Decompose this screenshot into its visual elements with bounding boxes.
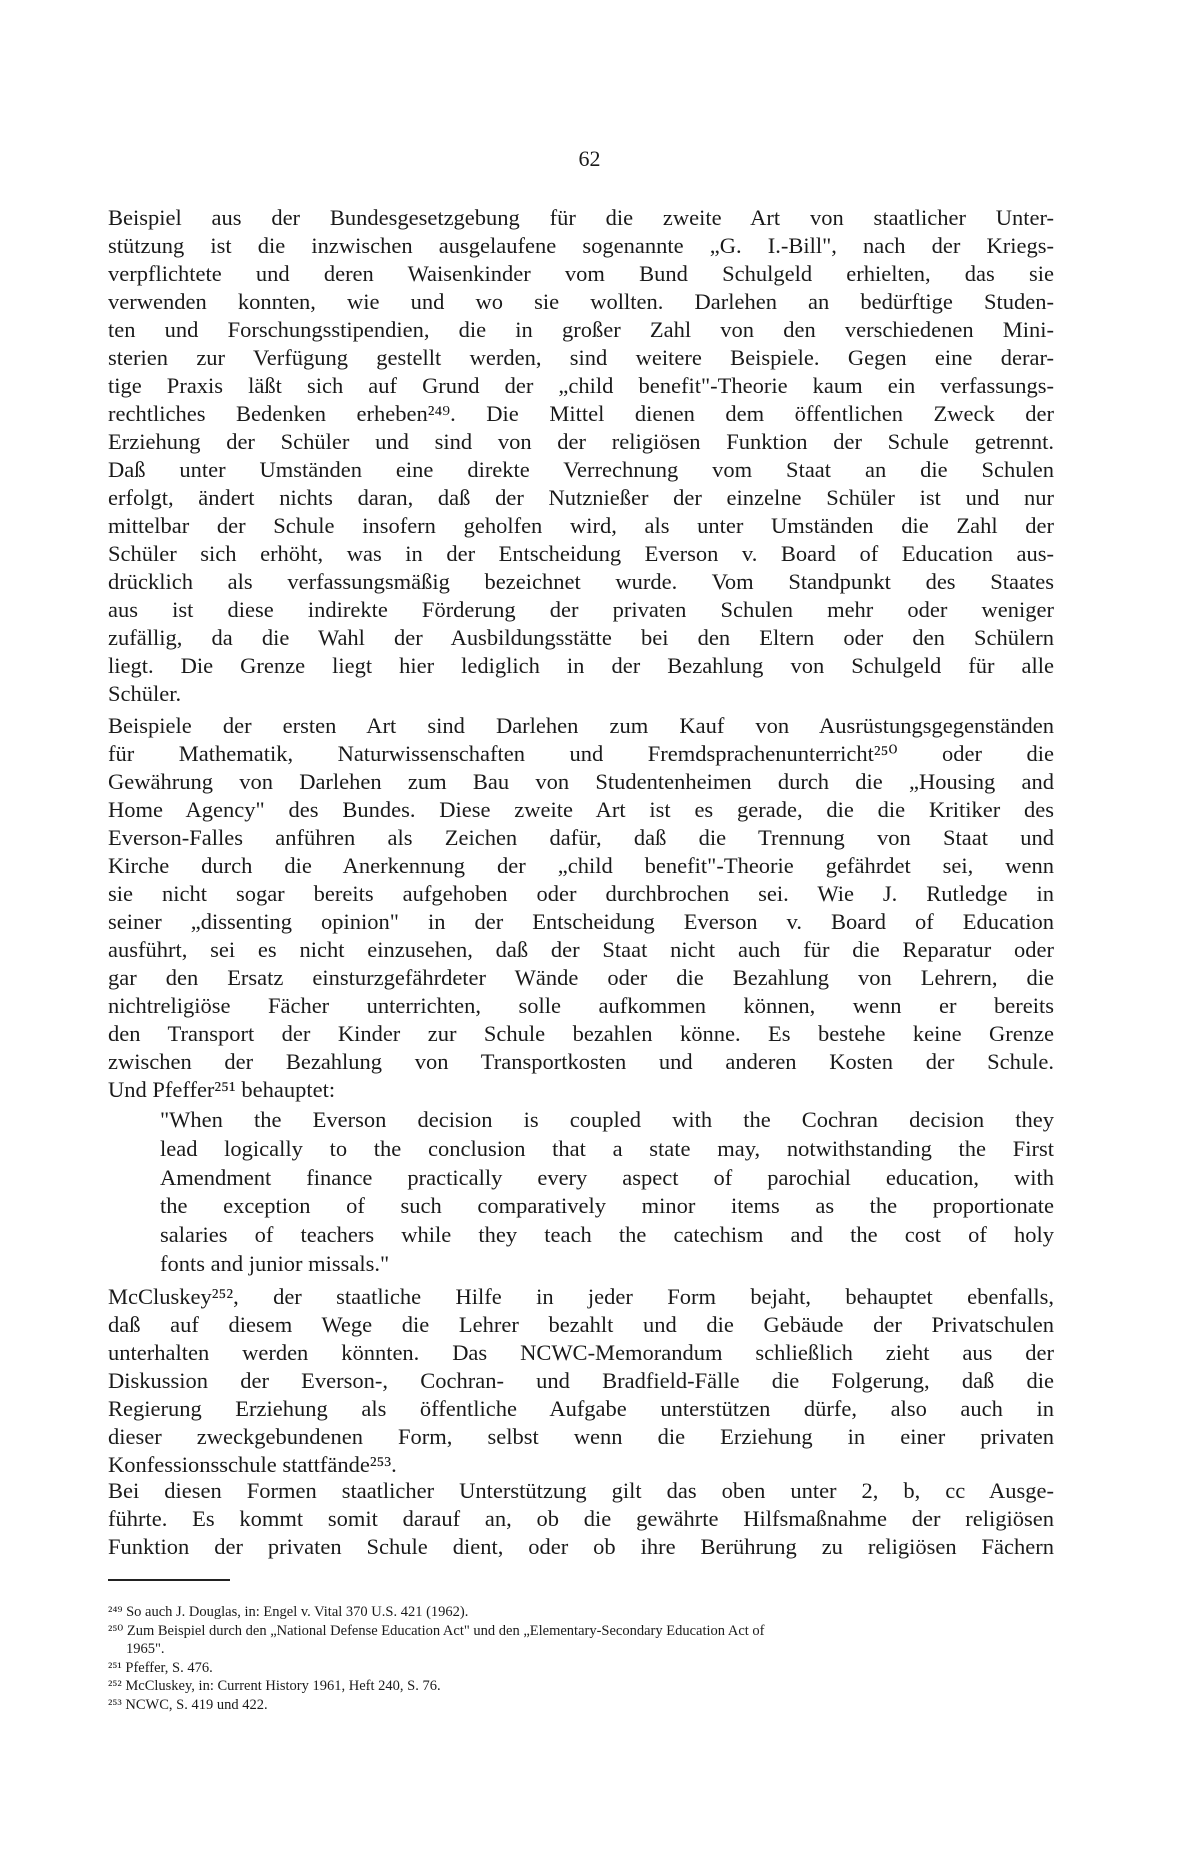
text-line: stützung ist die inzwischen ausgelaufene sogenannte „G. I.-Bill", nach der Kriegs- — [108, 233, 1054, 258]
text-line: fonts and junior missals." — [160, 1250, 390, 1276]
paragraph-first-type-examples — [108, 712, 1054, 1104]
text-line: ausführt, sei es nicht einzusehen, daß der Staat nicht auch für die Reparatur oder — [108, 937, 1054, 962]
text-line: gar den Ersatz einsturzgefährdeter Wände oder die Bezahlung von Lehrern, die — [108, 965, 1054, 990]
text-line: unterhalten werden könnten. Das NCWC-Memorandum schließlich zieht aus der — [108, 1340, 1054, 1365]
text-line: Diskussion der Everson-, Cochran- und Bradfield-Fälle die Folgerung, daß die — [108, 1368, 1054, 1393]
footnote: ²⁵⁰ Zum Beispiel durch den „National Defense Education Act" und den „Elementary-Secondary Education Act of — [108, 1622, 765, 1639]
text-line: aus ist diese indirekte Förderung der privaten Schulen mehr oder weniger — [108, 597, 1054, 622]
text-line: McCluskey²⁵², der staatliche Hilfe in jeder Form bejaht, behauptet ebenfalls, — [108, 1284, 1054, 1309]
text-line: daß auf diesem Wege die Lehrer bezahlt und die Gebäude der Privatschulen — [108, 1312, 1054, 1337]
text-line: sie nicht sogar bereits aufgehoben oder durchbrochen sei. Wie J. Rutledge in — [108, 881, 1054, 906]
text-line: Beispiel aus der Bundesgesetzgebung für die zweite Art von staatlicher Unter- — [108, 205, 1054, 230]
text-line: zwischen der Bezahlung von Transportkosten und anderen Kosten der Schule. — [108, 1049, 1054, 1074]
text-line: "When the Everson decision is coupled with the Cochran decision they — [160, 1107, 1054, 1132]
text-line: Amendment finance practically every aspect of parochial education, with — [160, 1164, 1054, 1190]
text-line: the exception of such comparatively minor items as the proportionate — [160, 1193, 1054, 1219]
footnote: 1965". — [126, 1641, 165, 1657]
text-line: Bei diesen Formen staatlicher Unterstützung gilt das oben unter 2, b, cc Ausge- — [108, 1478, 1054, 1503]
text-line: salaries of teachers while they teach the catechism and the cost of holy — [160, 1222, 1054, 1248]
footnote: ²⁵¹ Pfeffer, S. 476. — [108, 1659, 213, 1676]
text-line: dieser zweckgebundenen Form, selbst wenn die Erziehung in einer privaten — [108, 1424, 1054, 1449]
page-number: 62 — [578, 146, 601, 171]
footnote-divider — [108, 1579, 230, 1581]
text-line: tige Praxis läßt sich auf Grund der „child benefit"-Theorie kaum ein verfassungs- — [108, 373, 1054, 398]
footnotes — [108, 1603, 1054, 1714]
text-line: sterien zur Verfügung gestellt werden, sind weitere Beispiele. Gegen eine derar- — [108, 345, 1054, 370]
text-line: Gewährung von Darlehen zum Bau von Studentenheimen durch die „Housing and — [108, 769, 1054, 794]
text-line: zufällig, da die Wahl der Ausbildungsstätte bei den Eltern oder den Schülern — [108, 625, 1054, 650]
text-line: seiner „dissenting opinion" in der Entscheidung Everson v. Board of Education — [108, 909, 1054, 934]
text-line: Erziehung der Schüler und sind von der religiösen Funktion der Schule getrennt. — [108, 429, 1054, 454]
footnote: ²⁵³ NCWC, S. 419 und 422. — [108, 1696, 268, 1713]
paragraph-forms-of-support — [108, 1477, 1054, 1561]
text-line: Daß unter Umständen eine direkte Verrechnung vom Staat an die Schulen — [108, 457, 1054, 482]
text-line: Home Agency" des Bundes. Diese zweite Art ist es gerade, die die Kritiker des — [108, 797, 1054, 822]
paragraph-mccluskey — [108, 1283, 1054, 1479]
block-quote-pfeffer — [160, 1106, 1054, 1279]
text-line: Funktion der privaten Schule dient, oder ob ihre Berührung zu religiösen Fächern — [108, 1534, 1054, 1559]
text-line: drücklich als verfassungsmäßig bezeichnet wurde. Vom Standpunkt des Staates — [108, 569, 1054, 594]
text-line: ten und Forschungsstipendien, die in großer Zahl von den verschiedenen Mini- — [108, 317, 1054, 342]
text-line: rechtliches Bedenken erheben²⁴⁹. Die Mittel dienen dem öffentlichen Zweck der — [108, 401, 1054, 426]
text-line: den Transport der Kinder zur Schule bezahlen könne. Es bestehe keine Grenze — [108, 1021, 1054, 1046]
text-line: mittelbar der Schule insofern geholfen wird, als unter Umständen die Zahl der — [108, 513, 1054, 538]
text-line: für Mathematik, Naturwissenschaften und Fremdsprachenunterricht²⁵⁰ oder die — [108, 741, 1054, 766]
footnote: ²⁵² McCluskey, in: Current History 1961, Heft 240, S. 76. — [108, 1678, 441, 1694]
text-line: lead logically to the conclusion that a state may, notwithstanding the First — [160, 1135, 1054, 1161]
text-line: Beispiele der ersten Art sind Darlehen zum Kauf von Ausrüstungsgegenständen — [108, 713, 1054, 738]
text-line: Kirche durch die Anerkennung der „child benefit"-Theorie gefährdet sei, wenn — [108, 853, 1054, 878]
text-line: verpflichtete und deren Waisenkinder vom Bund Schulgeld erhielten, das sie — [108, 261, 1054, 286]
paragraph-g-i-bill — [108, 204, 1054, 708]
text-line: erfolgt, ändert nichts daran, daß der Nutznießer der einzelne Schüler ist und nur — [108, 485, 1054, 510]
text-line: Und Pfeffer²⁵¹ behauptet: — [108, 1077, 336, 1102]
text-line: Regierung Erziehung als öffentliche Aufgabe unterstützen dürfe, also auch in — [108, 1396, 1054, 1421]
footnote: ²⁴⁹ So auch J. Douglas, in: Engel v. Vital 370 U.S. 421 (1962). — [108, 1604, 469, 1620]
text-line: führte. Es kommt somit darauf an, ob die gewährte Hilfsmaßnahme der religiösen — [108, 1506, 1054, 1531]
text-line: Schüler sich erhöht, was in der Entscheidung Everson v. Board of Education aus- — [108, 541, 1054, 566]
text-line: Konfessionsschule stattfände²⁵³. — [108, 1452, 397, 1477]
text-line: nichtreligiöse Fächer unterrichten, solle aufkommen können, wenn er bereits — [108, 993, 1054, 1018]
text-line: verwenden konnten, wie und wo sie wollten. Darlehen an bedürftige Studen- — [108, 289, 1054, 314]
text-line: liegt. Die Grenze liegt hier lediglich in der Bezahlung von Schulgeld für alle — [108, 653, 1054, 678]
text-line: Everson-Falles anführen als Zeichen dafür, daß die Trennung von Staat und — [108, 825, 1054, 850]
text-line: Schüler. — [108, 681, 182, 706]
